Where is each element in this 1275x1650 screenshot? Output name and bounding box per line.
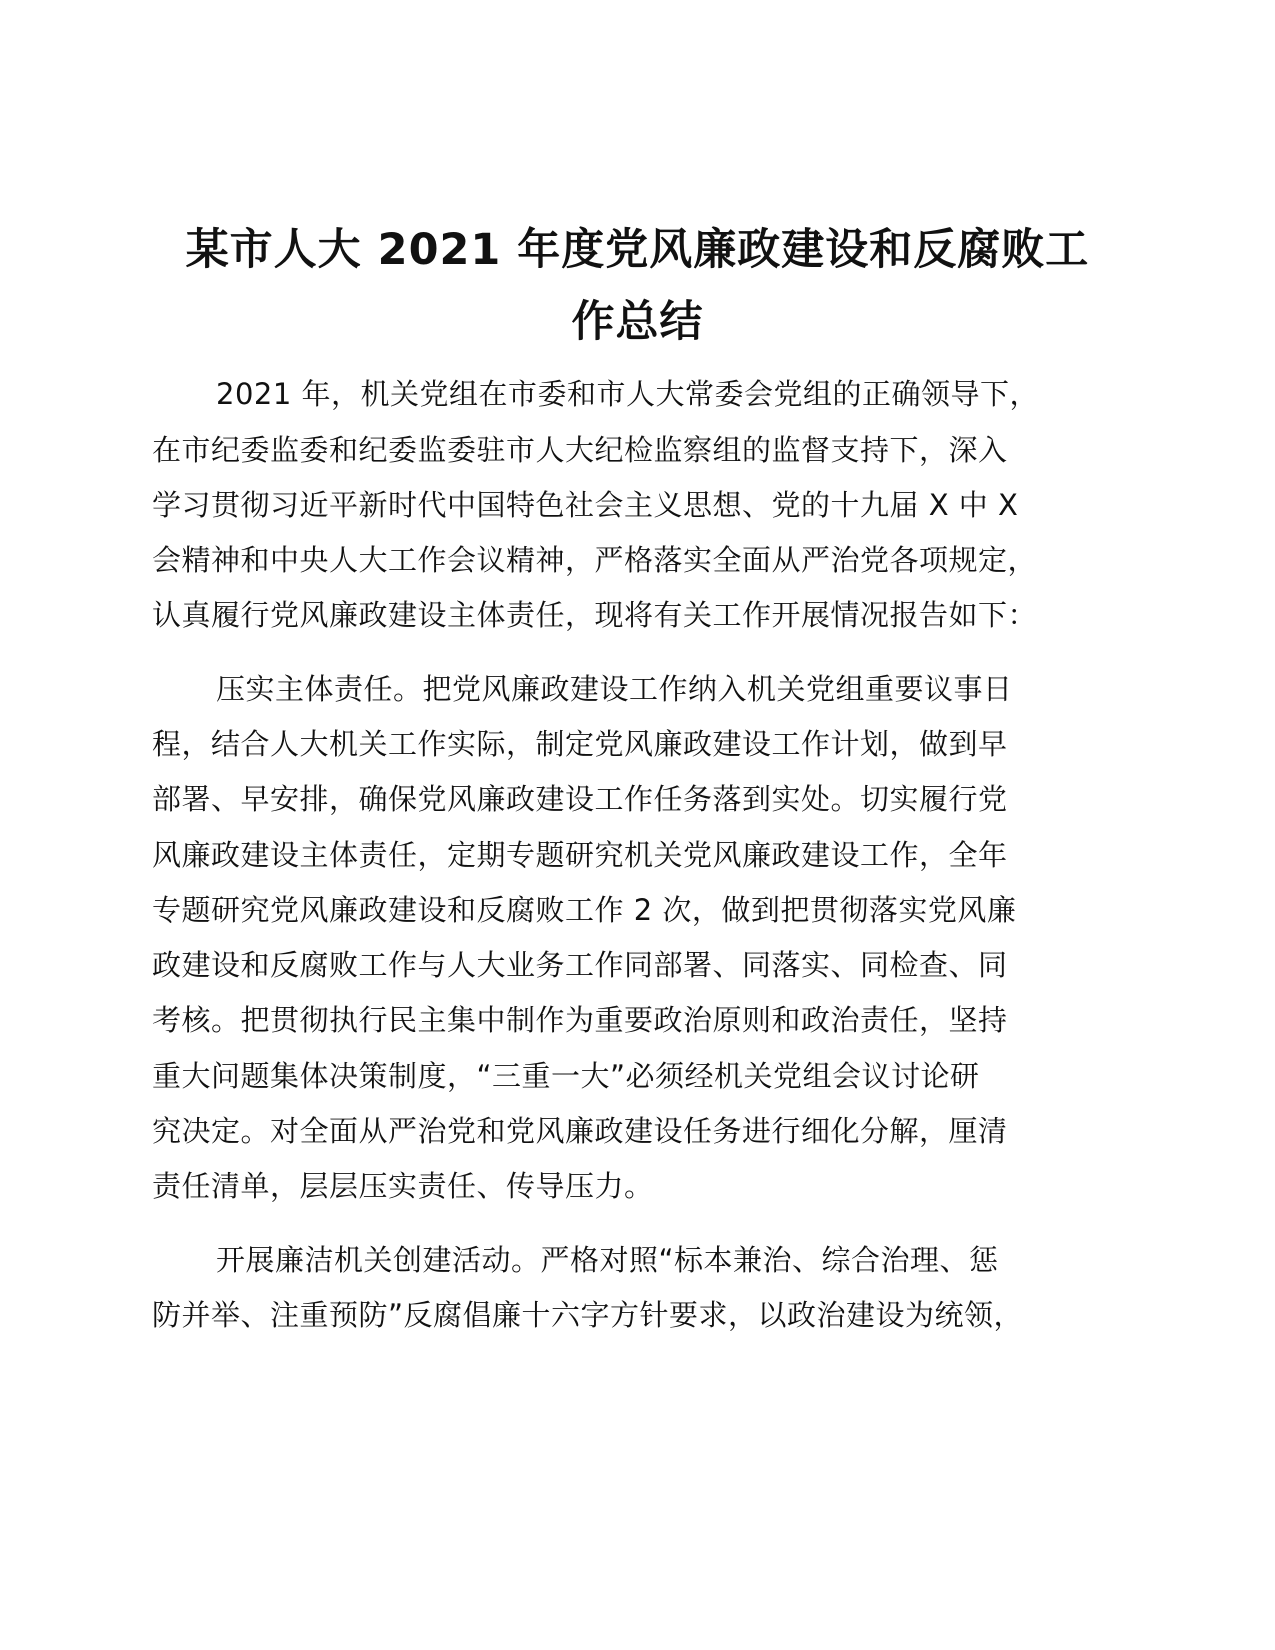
document-title [150,214,1125,358]
paragraph-line: 考核。把贯彻执行民主集中制作为重要政治原则和政治责任，坚持 [152,1003,1008,1037]
paragraph-line: 压实主体责任。把党风廉政建设工作纳入机关党组重要议事日 [216,672,1013,706]
paragraph-line: 专题研究党风廉政建设和反腐败工作 2 次，做到把贯彻落实党风廉 [152,893,1017,927]
paragraph-line: 学习贯彻习近平新时代中国特色社会主义思想、党的十九届 X 中 X [152,488,1019,522]
paragraph-line: 风廉政建设主体责任，定期专题研究机关党风廉政建设工作，全年 [152,838,1008,872]
title-line-2: 作总结 [571,297,704,347]
paragraph-line: 重大问题集体决策制度，“三重一大”必须经机关党组会议讨论研 [152,1059,980,1093]
paragraph-line: 在市纪委监委和纪委监委驻市人大纪检监察组的监督支持下，深入 [152,433,1008,467]
paragraph-line: 认真履行党风廉政建设主体责任，现将有关工作开展情况报告如下： [152,598,1038,632]
paragraph-line: 究决定。对全面从严治党和党风廉政建设任务进行细化分解，厘清 [152,1114,1008,1148]
paragraph-line: 开展廉洁机关创建活动。严格对照“标本兼治、综合治理、惩 [216,1243,999,1277]
paragraph-line: 程，结合人大机关工作实际，制定党风廉政建设工作计划，做到早 [152,727,1008,761]
paragraph-line: 责任清单，层层压实责任、传导压力。 [152,1169,654,1203]
paragraph-line: 会精神和中央人大工作会议精神，严格落实全面从严治党各项规定， [152,543,1038,577]
paragraph-line: 政建设和反腐败工作与人大业务工作同部署、同落实、同检查、同 [152,948,1008,982]
paragraph-line: 2021 年，机关党组在市委和市人大常委会党组的正确领导下， [216,377,1040,411]
title-line-1: 某市人大 2021 年度党风廉政建设和反腐败工 [185,225,1090,275]
paragraph-line: 部署、早安排，确保党风廉政建设工作任务落到实处。切实履行党 [152,782,1008,816]
paragraph-line: 防并举、注重预防”反腐倡廉十六字方针要求，以政治建设为统领， [152,1298,1024,1332]
